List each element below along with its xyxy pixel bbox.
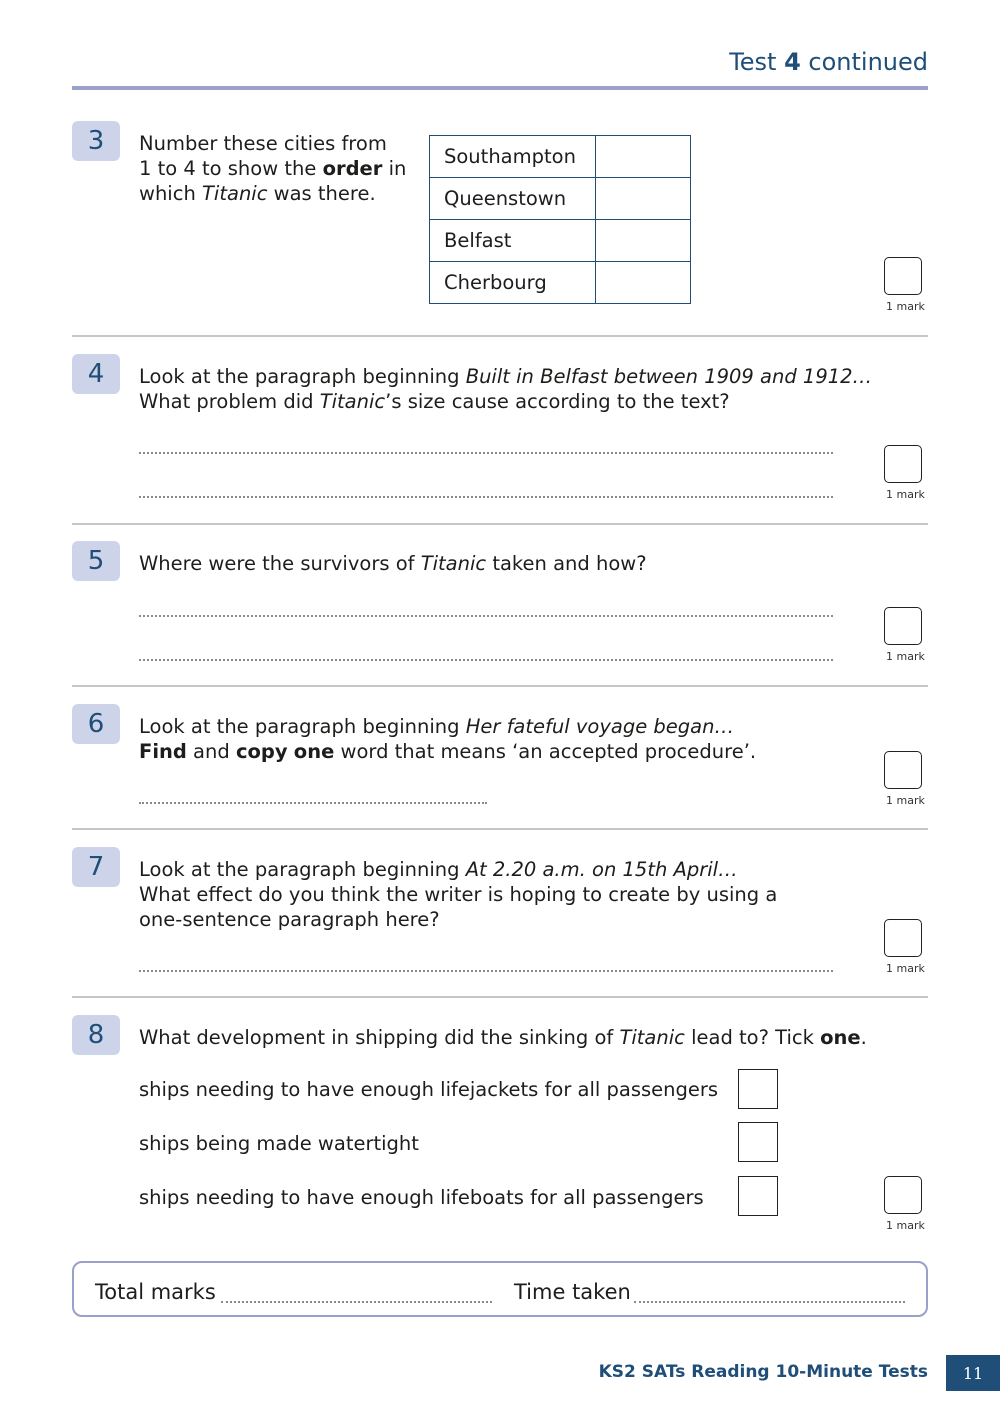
section-divider (72, 685, 928, 687)
footer-book-title: KS2 SATs Reading 10-Minute Tests (598, 1362, 928, 1382)
order-answer-cell[interactable] (596, 136, 691, 178)
tick-option-label: ships needing to have enough lifejackets for all passengers (139, 1078, 719, 1101)
mark-box[interactable] (884, 607, 922, 645)
question-4-text: Look at the paragraph beginning Built in Belfast between 1909 and 1912… What problem did Titanic’s size cause according to the text? (139, 365, 873, 413)
city-name: Cherbourg (430, 262, 596, 304)
question-number-badge: 4 (72, 354, 120, 394)
mark-label: 1 mark (886, 300, 925, 313)
answer-line[interactable] (139, 659, 833, 661)
question-number-badge: 8 (72, 1015, 120, 1055)
question-5-text: Where were the survivors of Titanic taken and how? (139, 552, 647, 575)
question-7-text: Look at the paragraph beginning At 2.20 a.m. on 15th April… What effect do you think the writer is hoping to create by using a one-sentence paragraph here? (139, 858, 778, 931)
mark-label: 1 mark (886, 962, 925, 975)
section-divider (72, 335, 928, 337)
total-marks-label: Total marks (95, 1280, 216, 1304)
mark-box[interactable] (884, 257, 922, 295)
answer-line[interactable] (139, 496, 833, 498)
page-header-title: Test 4 continued (729, 48, 928, 76)
table-row (430, 262, 691, 304)
cities-order-table (429, 135, 691, 304)
answer-line[interactable] (139, 615, 833, 617)
question-8-text: What development in shipping did the sinking of Titanic lead to? Tick one. (139, 1026, 867, 1049)
tick-box[interactable] (738, 1069, 778, 1109)
tick-option-label: ships being made watertight (139, 1132, 419, 1155)
mark-box[interactable] (884, 751, 922, 789)
city-name: Belfast (430, 220, 596, 262)
question-number-badge: 6 (72, 704, 120, 744)
mark-label: 1 mark (886, 794, 925, 807)
tick-box[interactable] (738, 1176, 778, 1216)
table-row (430, 220, 691, 262)
question-3-text: Number these cities from 1 to 4 to show the order in which Titanic was there. (139, 132, 407, 205)
section-divider (72, 523, 928, 525)
tick-box[interactable] (738, 1122, 778, 1162)
order-answer-cell[interactable] (596, 220, 691, 262)
question-number-badge: 3 (72, 121, 120, 161)
section-divider (72, 996, 928, 998)
mark-box[interactable] (884, 1176, 922, 1214)
time-taken-field[interactable] (634, 1301, 905, 1303)
table-row (430, 136, 691, 178)
page-number: 11 (946, 1355, 1000, 1391)
section-divider (72, 828, 928, 830)
order-answer-cell[interactable] (596, 178, 691, 220)
tick-option-label: ships needing to have enough lifeboats for all passengers (139, 1186, 704, 1209)
city-name: Queenstown (430, 178, 596, 220)
mark-label: 1 mark (886, 1219, 925, 1232)
answer-line[interactable] (139, 452, 833, 454)
question-6-text: Look at the paragraph beginning Her fateful voyage began… Find and copy one word that means ‘an accepted procedure’. (139, 715, 757, 763)
header-rule (72, 86, 928, 90)
mark-label: 1 mark (886, 488, 925, 501)
question-number-badge: 7 (72, 847, 120, 887)
mark-box[interactable] (884, 445, 922, 483)
mark-label: 1 mark (886, 650, 925, 663)
question-number-badge: 5 (72, 541, 120, 581)
mark-box[interactable] (884, 919, 922, 957)
answer-line[interactable] (139, 802, 487, 804)
city-name: Southampton (430, 136, 596, 178)
answer-line[interactable] (139, 970, 833, 972)
time-taken-label: Time taken (514, 1280, 631, 1304)
table-row (430, 178, 691, 220)
order-answer-cell[interactable] (596, 262, 691, 304)
total-marks-field[interactable] (221, 1301, 492, 1303)
